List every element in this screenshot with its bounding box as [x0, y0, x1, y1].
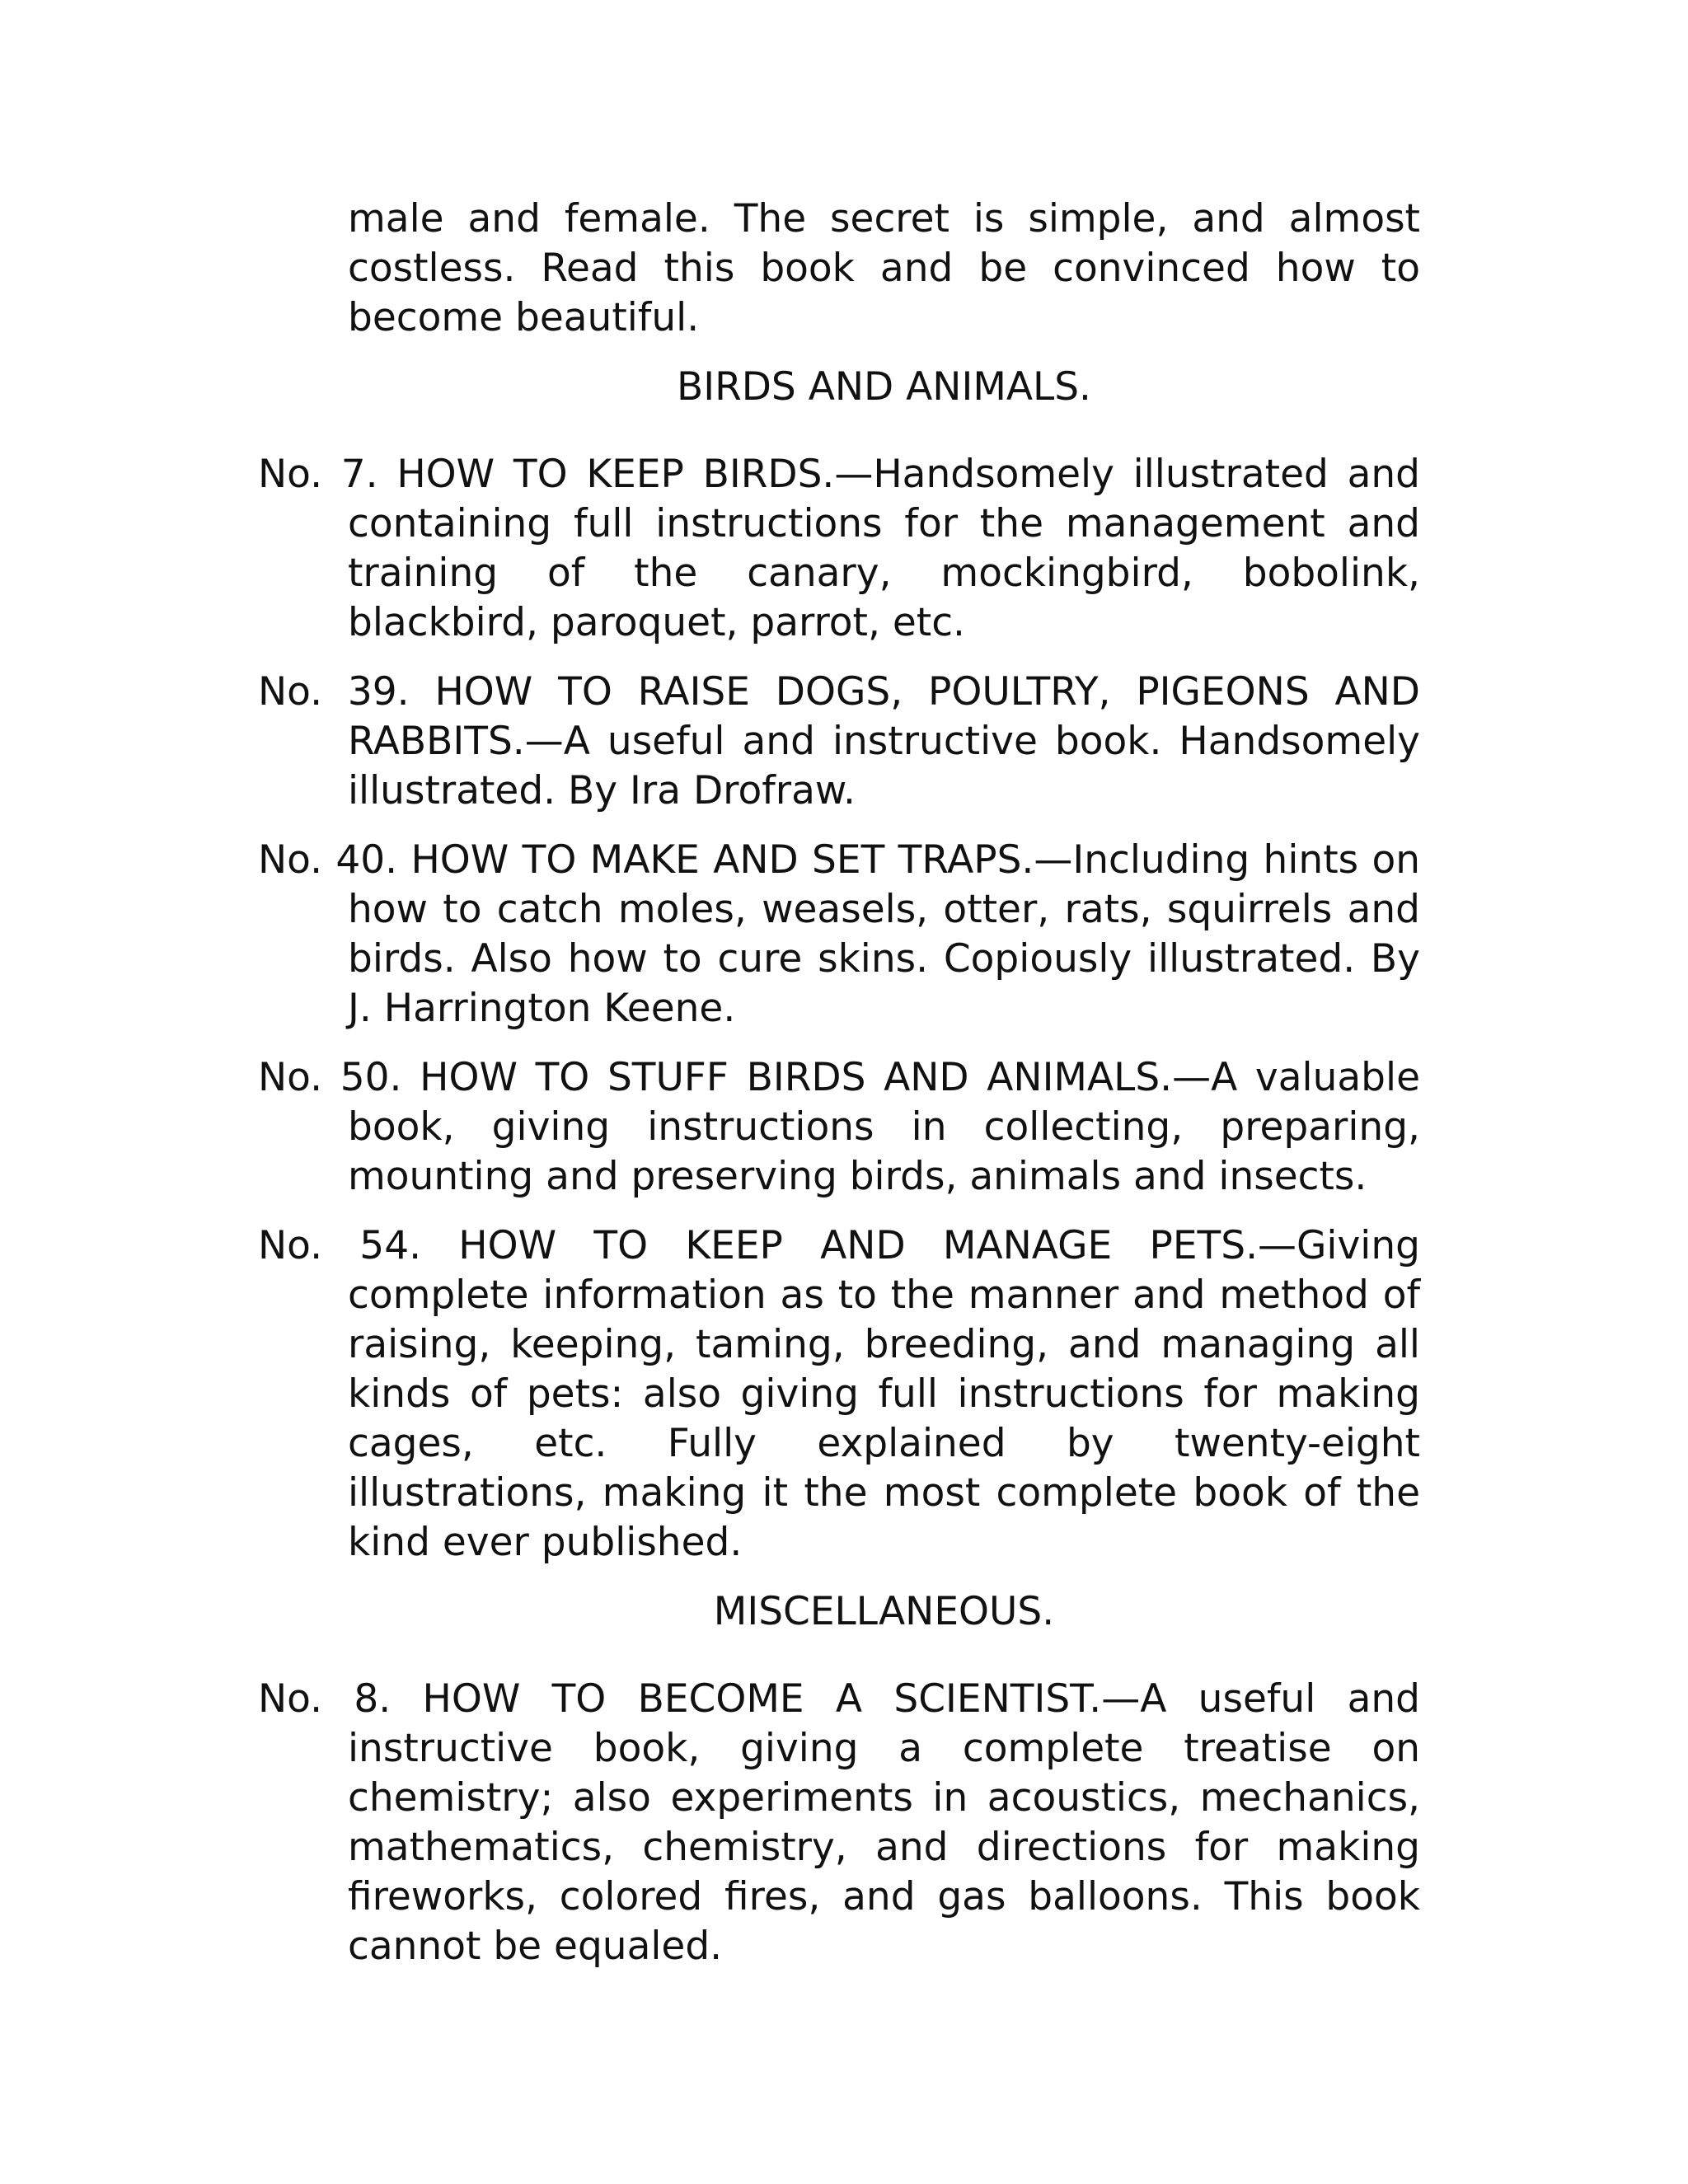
- section-heading: BIRDS AND ANIMALS.: [676, 364, 1091, 410]
- section-heading: MISCELLANEOUS.: [713, 1589, 1055, 1634]
- catalog-entry: No. 50. HOW TO STUFF BIRDS AND ANIMALS.—A valuable book, giving instructions in collecting, preparing, mounting and preserving birds, animals and insects.: [258, 1055, 1420, 1199]
- catalog-entry: No. 8. HOW TO BECOME A SCIENTIST.—A useful and instructive book, giving a complete treatise on chemistry; also experiments in acoustics, mechanics, mathematics, chemistry, and directions for making fireworks, colored fires, and gas balloons. This book cannot be equaled.: [258, 1676, 1420, 1969]
- catalog-entry: No. 7. HOW TO KEEP BIRDS.—Handsomely illustrated and containing full instructions for the management and training of the canary, mockingbird, bobolink, blackbird, paroquet, parrot, etc.: [258, 452, 1420, 645]
- catalog-entry: No. 54. HOW TO KEEP AND MANAGE PETS.—Giving complete information as to the manner and method of raising, keeping, taming, breeding, and managing all kinds of pets: also giving full instructions for making cages, etc. Fully explained by twenty-eight illustrations, making it the most complete book of the kind ever published.: [258, 1223, 1420, 1565]
- catalog-entry: No. 39. HOW TO RAISE DOGS, POULTRY, PIGEONS AND RABBITS.—A useful and instructive book. Handsomely illustrated. By Ira Drofraw.: [258, 669, 1420, 813]
- catalog-entry: No. 40. HOW TO MAKE AND SET TRAPS.—Including hints on how to catch moles, weasels, otter, rats, squirrels and birds. Also how to cure skins. Copiously illustrated. By J. Harrington Keene.: [258, 837, 1420, 1031]
- text-column: [258, 194, 1420, 1991]
- intro-paragraph: male and female. The secret is simple, and almost costless. Read this book and be convinced how to become beautiful.: [348, 196, 1420, 340]
- section-miscellaneous: [258, 1587, 1420, 1971]
- section-birds-and-animals: [258, 363, 1420, 1568]
